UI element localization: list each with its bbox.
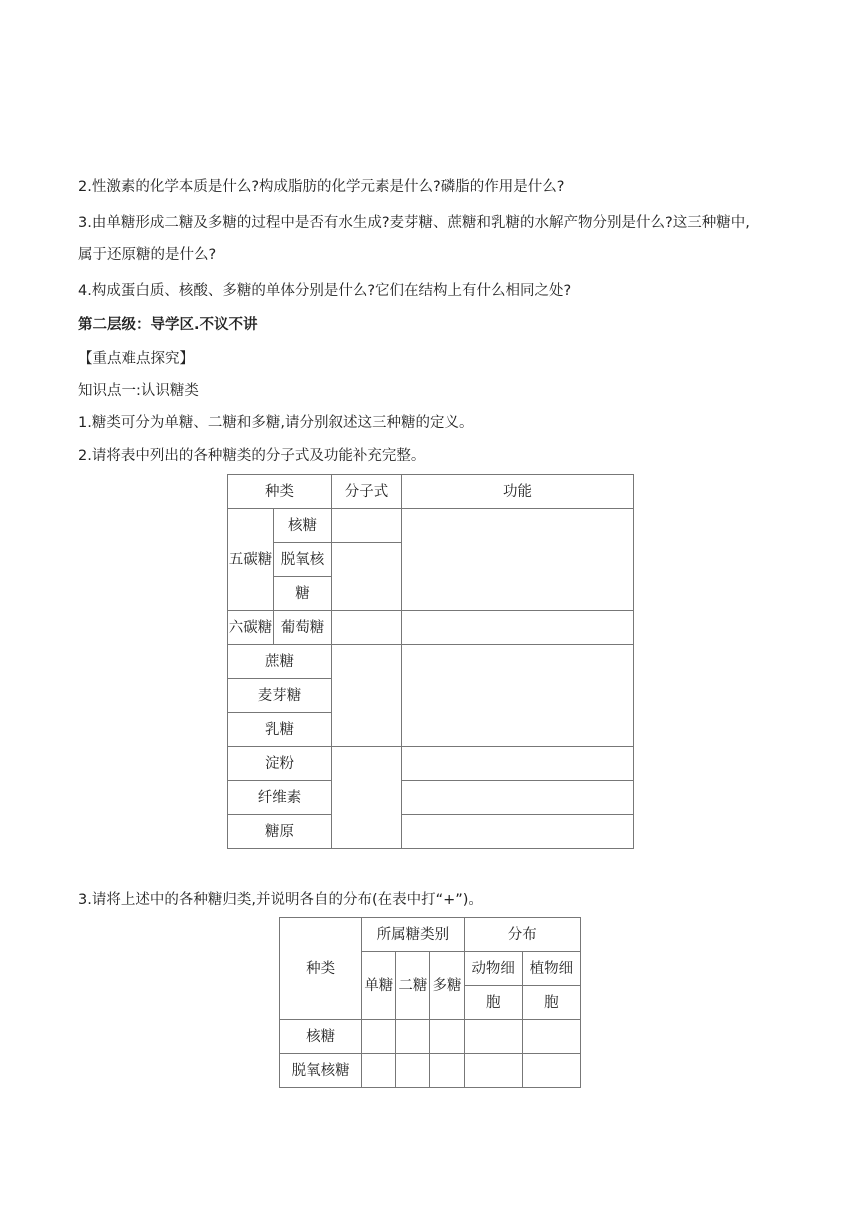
- formula-polysaccharides[interactable]: [332, 747, 402, 849]
- cell-maltose: 麦芽糖: [228, 679, 332, 713]
- item-2: 2.请将表中列出的各种糖类的分子式及功能补充完整。: [78, 448, 426, 464]
- cell-cellulose: 纤维素: [228, 781, 332, 815]
- cell-lactose: 乳糖: [228, 713, 332, 747]
- deoxyribose-poly[interactable]: [430, 1054, 464, 1088]
- formula-ribose[interactable]: [332, 509, 402, 543]
- formula-disaccharides[interactable]: [332, 645, 402, 747]
- function-pentose[interactable]: [402, 509, 634, 611]
- cell-sucrose: 蔗糖: [228, 645, 332, 679]
- header-function: 功能: [402, 475, 634, 509]
- question-2: 2.性激素的化学本质是什么?构成脂肪的化学元素是什么?磷脂的作用是什么?: [78, 179, 565, 195]
- cell-deoxyribose-bottom: 糖: [274, 577, 332, 611]
- header-animal-bottom: 胞: [464, 986, 522, 1020]
- header-kind: 种类: [280, 918, 362, 1020]
- function-cellulose[interactable]: [402, 781, 634, 815]
- header-poly: 多糖: [430, 952, 464, 1020]
- formula-deoxyribose[interactable]: [332, 543, 402, 611]
- cell-ribose: 核糖: [274, 509, 332, 543]
- ribose-animal[interactable]: [464, 1020, 522, 1054]
- sugar-distribution-table: [279, 917, 581, 1088]
- deoxyribose-plant[interactable]: [522, 1054, 580, 1088]
- question-4: 4.构成蛋白质、核酸、多糖的单体分别是什么?它们在结构上有什么相同之处?: [78, 283, 572, 299]
- function-disaccharides[interactable]: [402, 645, 634, 747]
- cell-glycogen: 糖原: [228, 815, 332, 849]
- function-starch[interactable]: [402, 747, 634, 781]
- level-title: 第二层级：导学区.不议不讲: [78, 317, 258, 333]
- cell-glucose: 葡萄糖: [274, 611, 332, 645]
- deoxyribose-mono[interactable]: [362, 1054, 396, 1088]
- question-3-line-2: 属于还原糖的是什么?: [78, 247, 217, 263]
- header-plant-bottom: 胞: [522, 986, 580, 1020]
- header-plant-top: 植物细: [522, 952, 580, 986]
- question-3-line-1: 3.由单糖形成二糖及多糖的过程中是否有水生成?麦芽糖、蔗糖和乳糖的水解产物分别是什么?这三种糖中,: [78, 215, 750, 231]
- ribose-poly[interactable]: [430, 1020, 464, 1054]
- row-ribose: 核糖: [280, 1020, 362, 1054]
- header-category: 所属糖类别: [362, 918, 464, 952]
- deoxyribose-di[interactable]: [396, 1054, 430, 1088]
- header-distribution: 分布: [464, 918, 580, 952]
- item-1: 1.糖类可分为单糖、二糖和多糖,请分别叙述这三种糖的定义。: [78, 415, 474, 431]
- header-animal-top: 动物细: [464, 952, 522, 986]
- formula-glucose[interactable]: [332, 611, 402, 645]
- item-3: 3.请将上述中的各种糖归类,并说明各自的分布(在表中打“+”)。: [78, 892, 483, 908]
- knowledge-point-heading: 知识点一:认识糖类: [78, 383, 199, 399]
- deoxyribose-animal[interactable]: [464, 1054, 522, 1088]
- function-glucose[interactable]: [402, 611, 634, 645]
- cell-starch: 淀粉: [228, 747, 332, 781]
- cell-hexose: 六碳糖: [228, 611, 274, 645]
- ribose-di[interactable]: [396, 1020, 430, 1054]
- cell-deoxyribose-top: 脱氧核: [274, 543, 332, 577]
- sugar-formula-table: [227, 474, 634, 849]
- row-deoxyribose: 脱氧核糖: [280, 1054, 362, 1088]
- focus-heading: 【重点难点探究】: [78, 351, 194, 367]
- function-glycogen[interactable]: [402, 815, 634, 849]
- header-formula: 分子式: [332, 475, 402, 509]
- header-kind: 种类: [228, 475, 332, 509]
- cell-pentose: 五碳糖: [228, 509, 274, 611]
- ribose-mono[interactable]: [362, 1020, 396, 1054]
- ribose-plant[interactable]: [522, 1020, 580, 1054]
- header-di: 二糖: [396, 952, 430, 1020]
- header-mono: 单糖: [362, 952, 396, 1020]
